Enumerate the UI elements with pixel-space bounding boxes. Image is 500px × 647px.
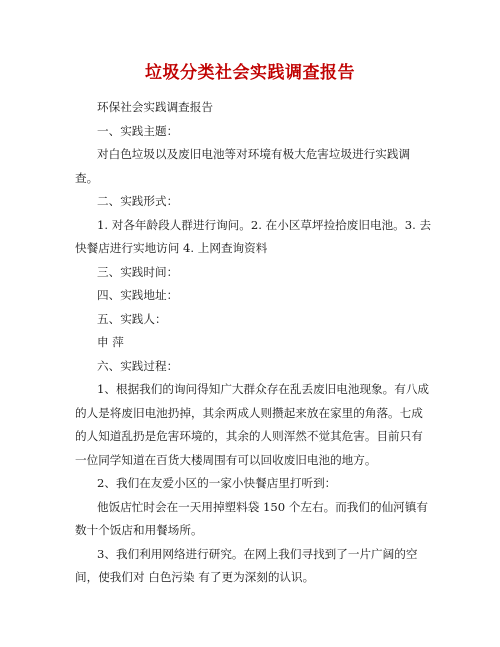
paragraph-section-theme: 一、实践主题： — [97, 123, 179, 138]
paragraph-process-3: 3、我们利用网络进行研究。在网上我们寻找到了一片广阔的空间，使我们对 白色污染 有了更为深刻的认识。 — [75, 546, 418, 584]
paragraph-section-form: 二、实践形式： — [97, 194, 179, 208]
paragraph-section-person: 五、实践人： — [97, 311, 167, 326]
paragraph-person-name: 申 萍 — [97, 335, 124, 349]
paragraph-section-process: 六、实践过程： — [97, 358, 179, 373]
paragraph-process-1: 1、根据我们的询问得知广大群众存在乱丢废旧电池现象。有八成的人是将废旧电池扔掉，其余两成人则攒起来放在家里的角落。七成的人知道乱扔是危害环境的，其余的人则浑然不觉其危害。目前只有一位同学知道在百货大楼周围有可以回收废旧电池的地方。 — [75, 382, 430, 467]
paragraph-report-heading: 环保社会实践调查报告 — [97, 100, 213, 114]
paragraph-section-time: 三、实践时间： — [97, 264, 179, 279]
paragraph-process-2-detail: 他饭店忙时会在一天用掉塑料袋 150 个左右。而我们的仙河镇有数十个饭店和用餐场所。 — [75, 499, 428, 537]
document-body — [75, 96, 432, 590]
paragraph-theme-content: 对白色垃圾以及废旧电池等对环境有极大危害垃圾进行实践调查。 — [75, 147, 411, 185]
paragraph-form-content: 1. 对各年龄段人群进行询问。2. 在小区草坪捡拾废旧电池。3. 去快餐店进行实地访问 4. 上网查询资料 — [75, 217, 432, 255]
paragraph-process-2: 2、我们在友爱小区的一家小快餐店里打听到： — [97, 476, 337, 490]
document-title: 垃圾分类社会实践调查报告 — [145, 63, 355, 83]
paragraph-section-location: 四、实践地址： — [97, 288, 179, 302]
